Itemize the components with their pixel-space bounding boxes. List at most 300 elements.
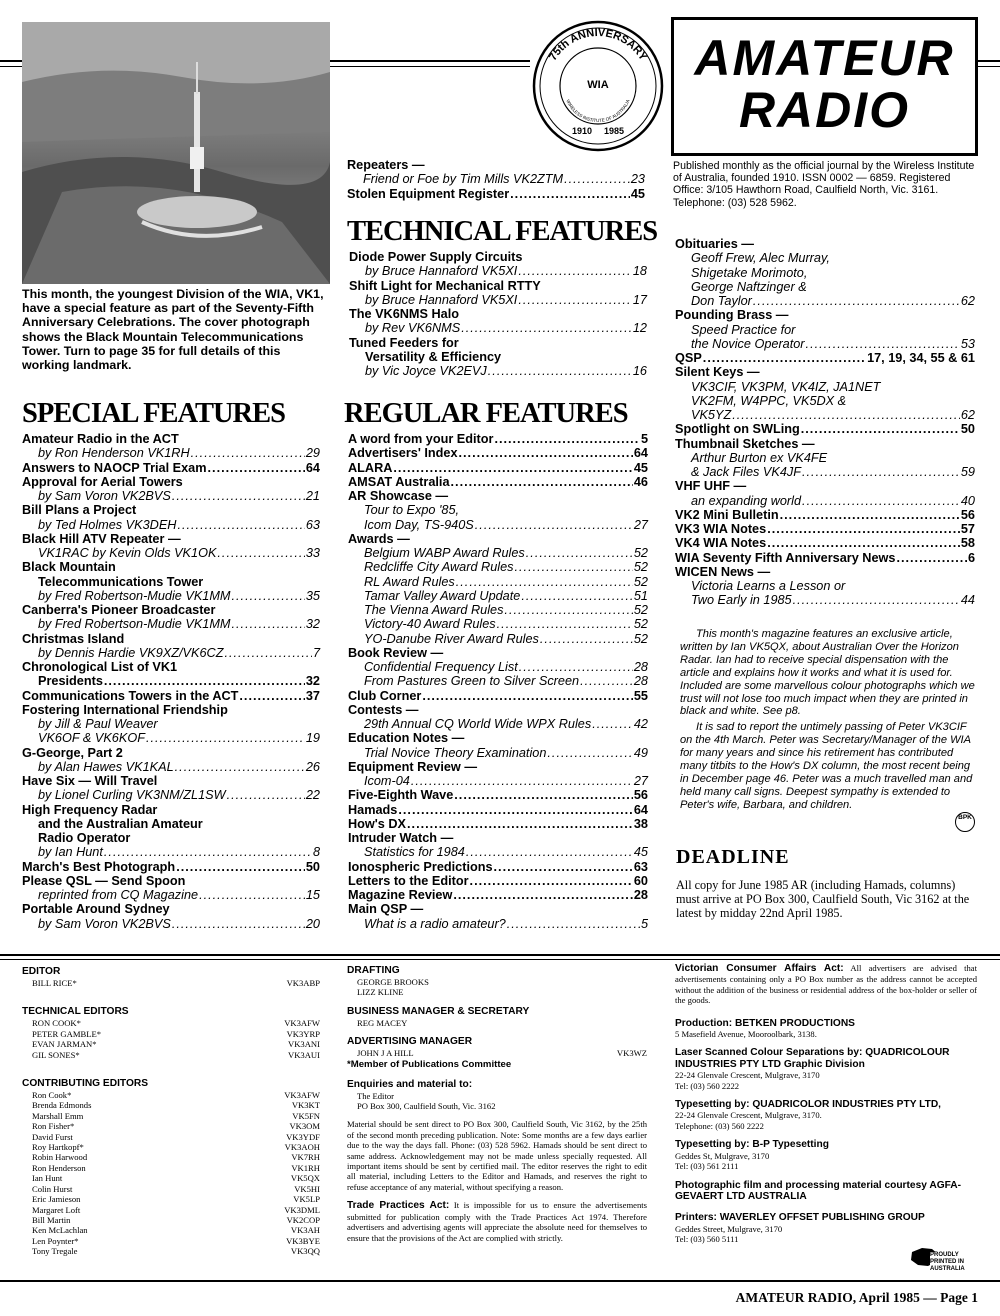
- contents-entry: [349, 321, 647, 335]
- entry-title: Letters to the Editor: [348, 873, 469, 888]
- contents-entry: [22, 660, 320, 674]
- entry-page: 55: [633, 688, 648, 703]
- entry-title: Diode Power Supply Circuits: [349, 250, 523, 264]
- entry-title: ALARA: [348, 460, 393, 475]
- entry-page: 53: [960, 336, 975, 351]
- contents-entry: [675, 280, 975, 294]
- staff-row: [22, 1215, 320, 1225]
- entry-page: 20: [305, 916, 320, 931]
- entry-page: 52: [633, 574, 648, 589]
- entry-title: Five-Eighth Wave: [348, 788, 454, 803]
- contents-entry: [22, 845, 320, 859]
- dot-leader: [176, 860, 305, 874]
- contents-entry: [22, 617, 320, 631]
- contents-entry: [348, 746, 648, 760]
- contents-entry: [348, 617, 648, 631]
- dot-leader: [466, 845, 633, 859]
- entry-title: Tour to Expo '85,: [364, 503, 460, 518]
- staff-callsign: VK5HI: [294, 1183, 320, 1194]
- cover-caption: This month, the youngest Division of the WIA, VK1, have a special feature as part of the Seventy-Fifth Anniversary Celebrations. The cover photograph shows the Black Mountain Telecommunications Tower. Turn to page 35 for full details of this working landmark.: [22, 287, 324, 373]
- entry-title: & Jack Files VK4JF: [691, 465, 801, 479]
- entry-title: Book Review —: [348, 645, 444, 660]
- drafting-heading: DRAFTING: [347, 965, 400, 976]
- dot-leader: [146, 731, 305, 745]
- dot-leader: [191, 446, 305, 460]
- contents-entry: [22, 489, 320, 503]
- dot-leader: [411, 774, 633, 788]
- contents-entry: [22, 902, 320, 916]
- dot-leader: [393, 461, 632, 475]
- entry-title: Icom Day, TS-940S: [364, 517, 474, 532]
- dot-leader: [732, 408, 960, 422]
- contents-entry: [348, 603, 648, 617]
- entry-title: Icom-04: [364, 774, 410, 788]
- staff-name: RON COOK*: [32, 1018, 81, 1029]
- rule-top-right: [978, 66, 1000, 67]
- entry-page: 52: [633, 631, 648, 646]
- consumer-affairs: [675, 963, 977, 1006]
- entry-title: Versatility & Efficiency: [365, 349, 502, 364]
- entry-title: Communications Towers in the ACT: [22, 688, 239, 703]
- staff-name: Brenda Edmonds: [32, 1100, 92, 1111]
- business-heading: BUSINESS MANAGER & SECRETARY: [347, 1005, 530, 1017]
- entry-title: Tuned Feeders for: [349, 335, 459, 350]
- entry-title: Belgium WABP Award Rules: [364, 546, 525, 560]
- entry-title: Please QSL — Send Spoon: [22, 873, 186, 888]
- entry-title: reprinted from CQ Magazine: [38, 888, 199, 902]
- drafting-name-1: GEORGE BROOKS: [357, 977, 429, 987]
- entry-title: Victory-40 Award Rules: [364, 617, 496, 632]
- entry-page: 49: [633, 745, 648, 760]
- contents-entry: [348, 703, 648, 717]
- contents-entry: [22, 831, 320, 845]
- special-features-list: [22, 432, 320, 931]
- entry-page: 8: [312, 845, 320, 860]
- staff-row: [22, 1236, 320, 1246]
- advertising-name: JOHN J A HILL: [357, 1048, 414, 1059]
- dot-leader: [217, 546, 304, 560]
- contents-entry: [349, 279, 647, 293]
- staff-name: PETER GAMBLE*: [32, 1028, 101, 1039]
- contents-entry: [675, 266, 975, 280]
- entry-title: From Pastures Green to Silver Screen: [364, 674, 580, 689]
- contributing-editors-heading: CONTRIBUTING EDITORS: [22, 1078, 149, 1090]
- contents-entry: [675, 422, 975, 436]
- advertising-row: [347, 1048, 647, 1058]
- contents-entry: [675, 237, 975, 251]
- contents-entry: [675, 508, 975, 522]
- contents-entry: [349, 350, 647, 364]
- contents-entry: [22, 703, 320, 717]
- contents-entry: [348, 902, 648, 916]
- staff-name: BILL RICE*: [32, 978, 77, 988]
- anniversary-seal: [528, 16, 668, 156]
- entry-page: 27: [633, 774, 648, 788]
- entry-page: 60: [633, 873, 648, 888]
- page-footer: AMATEUR RADIO, April 1985 — Page 1: [735, 1290, 978, 1305]
- contents-entry: [22, 788, 320, 802]
- contents-entry: [675, 294, 975, 308]
- contents-entry: [348, 788, 648, 802]
- staff-row: [22, 1090, 320, 1100]
- dot-leader: [896, 551, 966, 565]
- staff-callsign: VK3KT: [291, 1100, 320, 1111]
- enquiries-line-2: PO Box 300, Caulfield South, Vic. 3162: [357, 1101, 496, 1112]
- contents-entry: [22, 874, 320, 888]
- entry-title: Confidential Frequency List: [364, 660, 518, 674]
- entry-title: by Sam Voron VK2BVS: [38, 489, 171, 503]
- entry-title: VK6OF & VK6KOF: [38, 731, 145, 746]
- dot-leader: [521, 589, 633, 603]
- entry-title: Fostering International Friendship: [22, 702, 228, 717]
- dot-leader: [453, 888, 633, 902]
- entry-title: Main QSP —: [348, 902, 424, 917]
- contents-entry: [22, 746, 320, 760]
- entry-title: Pounding Brass —: [675, 308, 789, 323]
- bp-line-2: Tel: (03) 561 2111: [675, 1161, 739, 1172]
- contents-entry: [22, 646, 320, 660]
- staff-callsign: VK3AOH: [284, 1142, 320, 1153]
- bp-line-1: Geddes St, Mulgrave, 3170: [675, 1150, 770, 1161]
- dot-leader: [227, 788, 305, 802]
- dot-leader: [232, 589, 305, 603]
- dot-leader: [515, 560, 633, 574]
- contents-entry: [348, 731, 648, 745]
- drafting-name-2: LIZZ KLINE: [357, 987, 404, 998]
- note-radar: This month's magazine features an exclusive article, written by Ian VK5QX, about Australian Over the Horizon Radar. Ian had to receive special dispensation with the article and explains how it works and what it is used for. Included are some marvellous colour photographs which we trust will not lose too much impact when they are printed in black and white. See p8.: [680, 628, 975, 718]
- staff-name: Robin Harwood: [32, 1152, 88, 1163]
- bp-heading: Typesetting by: B-P Typesetting: [675, 1139, 829, 1151]
- entry-page: 51: [633, 588, 648, 603]
- rule-top-mid: [330, 60, 530, 62]
- contents-entry: [22, 860, 320, 874]
- entry-title: Repeaters —: [347, 158, 425, 172]
- rule-top-mid: [330, 66, 530, 67]
- contents-entry: [348, 674, 648, 688]
- dot-leader: [459, 446, 633, 460]
- contents-entry: [348, 845, 648, 859]
- entry-page: 32: [305, 617, 320, 632]
- entry-title: Ionospheric Predictions: [348, 859, 493, 874]
- section-title-special: SPECIAL FEATURES: [22, 398, 286, 429]
- contents-entry: [348, 917, 648, 931]
- dot-leader: [510, 187, 630, 201]
- staff-row: [22, 1184, 320, 1194]
- entry-page: 17, 19, 34, 55 & 61: [867, 351, 975, 365]
- entry-title: Thumbnail Sketches —: [675, 436, 815, 451]
- entry-page: 62: [960, 294, 975, 308]
- contents-entry: [22, 689, 320, 703]
- staff-callsign: VK3ANI: [288, 1039, 320, 1050]
- staff-name: Ian Hunt: [32, 1173, 63, 1184]
- contents-entry: [675, 593, 975, 607]
- dot-leader: [507, 917, 640, 931]
- contents-entry: [675, 408, 975, 422]
- seal-top-text: 75th ANNIVERSARY: [546, 26, 650, 63]
- seal-center: WIA: [587, 79, 609, 91]
- dot-leader: [104, 845, 312, 859]
- contents-entry: [675, 437, 975, 451]
- typesetting-heading: Typesetting by: QUADRICOLOR INDUSTRIES PTY LTD,: [675, 1099, 942, 1111]
- entry-page: 45: [630, 186, 645, 201]
- staff-name: David Furst: [32, 1131, 73, 1142]
- staff-callsign: VK3YDF: [286, 1131, 320, 1142]
- entry-title: by Dennis Hardie VK9XZ/VK6CZ: [38, 645, 224, 660]
- contents-entry: [348, 717, 648, 731]
- entry-title: Christmas Island: [22, 631, 125, 646]
- entry-page: 64: [633, 446, 648, 461]
- dot-leader: [461, 321, 632, 335]
- staff-name: Tony Tregale: [32, 1246, 78, 1257]
- contents-entry: [22, 803, 320, 817]
- contents-entry: [348, 546, 648, 560]
- entry-title: Silent Keys —: [675, 365, 760, 380]
- dot-leader: [703, 351, 866, 365]
- contents-entry: [22, 546, 320, 560]
- entry-title: VK2 Mini Bulletin: [675, 507, 779, 522]
- contents-entry: [22, 603, 320, 617]
- dot-leader: [547, 746, 632, 760]
- contents-entry: [348, 632, 648, 646]
- dot-leader: [454, 788, 633, 802]
- laser-heading: Laser Scanned Colour Separations by: QUADRICOLOUR INDUSTRIES PTY LTD Graphic Division: [675, 1047, 950, 1070]
- entry-page: 64: [633, 802, 648, 817]
- top-middle-list: [347, 158, 645, 201]
- printers-line-1: Geddes Street, Mulgrave, 3170: [675, 1223, 783, 1234]
- entry-title: Telecommunications Tower: [38, 574, 204, 589]
- entry-title: Intruder Watch —: [348, 831, 454, 845]
- entry-page: 52: [633, 560, 648, 575]
- contents-entry: [348, 831, 648, 845]
- rule-top-left: [0, 60, 22, 62]
- advertising-call: VK3WZ: [616, 1048, 647, 1059]
- entry-title: Education Notes —: [348, 731, 465, 746]
- staff-row: [22, 1142, 320, 1152]
- entry-title: Advertisers' Index: [348, 446, 458, 461]
- staff-name: Ron Henderson: [32, 1162, 86, 1173]
- staff-name: GIL SONES*: [32, 1049, 80, 1060]
- printed-in-australia-logo: [908, 1246, 968, 1272]
- contents-entry: [22, 674, 320, 688]
- staff-name: Roy Hartkopf*: [32, 1142, 84, 1153]
- entry-title: Obituaries —: [675, 237, 754, 251]
- rule-staff: [0, 959, 1000, 960]
- contents-entry: [22, 560, 320, 574]
- entry-title: Contests —: [348, 702, 419, 717]
- contents-entry: [22, 760, 320, 774]
- staff-name: Bill Martin: [32, 1214, 71, 1225]
- dot-leader: [518, 293, 632, 307]
- entry-title: Chronological List of VK1: [22, 660, 178, 674]
- staff-row: [22, 1111, 320, 1121]
- staff-name: Margaret Loft: [32, 1204, 81, 1215]
- right-features-list: [675, 237, 975, 608]
- staff-row: [22, 1194, 320, 1204]
- entry-page: 64: [305, 460, 320, 475]
- entry-page: 57: [960, 522, 975, 536]
- dot-leader: [540, 632, 633, 646]
- staff-row: [22, 1205, 320, 1215]
- entry-page: 63: [305, 517, 320, 532]
- contents-entry: [22, 475, 320, 489]
- section-title-technical: TECHNICAL FEATURES: [347, 216, 658, 247]
- staff-name: Ken McLachlan: [32, 1225, 88, 1236]
- contents-entry: [675, 365, 975, 379]
- production-heading: Production: BETKEN PRODUCTIONS: [675, 1017, 855, 1029]
- entry-title: The Vienna Award Rules: [364, 603, 504, 617]
- staff-name: Colin Hurst: [32, 1183, 73, 1194]
- dot-leader: [580, 674, 633, 688]
- dot-leader: [518, 264, 632, 278]
- deadline-title: DEADLINE: [676, 846, 790, 868]
- staff-callsign: VK3BYE: [286, 1235, 320, 1246]
- entry-title: Black Mountain: [22, 560, 116, 575]
- entry-title: by Fred Robertson-Mudie VK1MM: [38, 588, 231, 603]
- entry-page: 35: [305, 588, 320, 603]
- consumer-affairs-text: All advertisers are advised that advertisements containing only a PO Box number as the address cannot be accepted without the addition of the business or residential address of the box-holder or seller of the goods.: [675, 963, 977, 1006]
- contents-entry: [675, 551, 975, 565]
- contents-entry: [22, 532, 320, 546]
- entry-title: VK3 WIA Notes: [675, 522, 767, 536]
- staff-column-2: [347, 965, 647, 1243]
- contents-entry: [675, 451, 975, 465]
- printers-heading: Printers: WAVERLEY OFFSET PUBLISHING GROUP: [675, 1212, 925, 1224]
- trade-practices-heading: Trade Practices Act:: [347, 1200, 450, 1212]
- entry-title: Have Six — Will Travel: [22, 774, 158, 788]
- contents-entry: [348, 689, 648, 703]
- dot-leader: [422, 689, 633, 703]
- rule-footer: [0, 1280, 1000, 1282]
- staff-name: Len Poynter*: [32, 1235, 79, 1246]
- entry-title: QSP: [675, 351, 702, 365]
- dot-leader: [801, 422, 960, 436]
- contents-entry: [675, 465, 975, 479]
- dot-leader: [504, 603, 632, 617]
- staff-row: [22, 1152, 320, 1162]
- entry-page: 38: [633, 816, 648, 831]
- contents-entry: [22, 717, 320, 731]
- staff-callsign: VK3ABP: [286, 978, 320, 988]
- dot-leader: [767, 536, 960, 550]
- note-obituary: It is sad to report the untimely passing of Peter VK3CIF on the 4th March. Peter was Secretary/Manager of the WIA for many years and since his retirement has contributed many titbits to the How's DX column, the most recent being in December page 46. Peter was a much travelled man and held many call signs. Deepest sympathy is extended to Peter's wife, Barbara, and children.: [680, 721, 973, 811]
- entry-page: 45: [633, 845, 648, 860]
- contents-entry: [348, 817, 648, 831]
- contents-entry: [348, 589, 648, 603]
- laser-line-2: Tel: (03) 560 2222: [675, 1080, 740, 1091]
- contents-entry: [22, 503, 320, 517]
- contents-entry: [22, 632, 320, 646]
- entry-title: Bill Plans a Project: [22, 503, 137, 518]
- printers-line-2: Tel: (03) 560 5111: [675, 1234, 739, 1245]
- entry-title: Answers to NAOCP Trial Exam: [22, 460, 207, 475]
- entry-title: Shift Light for Mechanical RTTY: [349, 278, 541, 293]
- entry-title: VK2FM, W4PPC, VK5DX &: [691, 393, 847, 408]
- entry-title: George Naftzinger &: [691, 279, 807, 294]
- contents-entry: [22, 446, 320, 460]
- staff-name: EVAN JARMAN*: [32, 1039, 97, 1050]
- dot-leader: [497, 617, 633, 631]
- contents-entry: [675, 351, 975, 365]
- entry-title: Stolen Equipment Register: [347, 186, 510, 201]
- dot-leader: [767, 522, 960, 536]
- staff-callsign: VK5QX: [290, 1173, 320, 1184]
- entry-page: 5: [640, 432, 648, 446]
- entry-page: 63: [633, 859, 648, 874]
- contents-entry: [675, 380, 975, 394]
- staff-row: [22, 1100, 320, 1110]
- dot-leader: [592, 717, 633, 731]
- entry-title: Trial Novice Theory Examination: [364, 745, 547, 760]
- contents-entry: [348, 475, 648, 489]
- entry-page: 19: [305, 731, 320, 746]
- staff-callsign: VK1RH: [291, 1162, 320, 1173]
- contents-entry: [348, 874, 648, 888]
- entry-title: Geoff Frew, Alec Murray,: [691, 251, 830, 266]
- staff-row: [22, 978, 320, 988]
- contents-entry: [348, 774, 648, 788]
- entry-title: by Ted Holmes VK3DEH: [38, 517, 177, 532]
- dot-leader: [398, 803, 633, 817]
- contents-entry: [347, 172, 645, 186]
- staff-name: Ron Cook*: [32, 1090, 72, 1101]
- masthead-line-1: AMATEUR: [694, 30, 955, 86]
- staff-callsign: VK3AFW: [284, 1090, 320, 1101]
- contents-entry: [675, 323, 975, 337]
- contents-entry: [349, 336, 647, 350]
- entry-title: VK4 WIA Notes: [675, 536, 767, 551]
- bpk-mark: BPK: [955, 812, 975, 832]
- contents-entry: [22, 461, 320, 475]
- publication-info: Published monthly as the official journal by the Wireless Institute of Australia, founded 1910. ISSN 0002 — 6859. Registered Office: 3/105 Hawthorn Road, Caulfield North, Vic. 3161. Telephone: (03) 528 5962.: [673, 160, 975, 209]
- publications-committee-note: *Member of Publications Committee: [347, 1058, 512, 1070]
- contents-entry: [347, 187, 645, 201]
- entry-title: Victoria Learns a Lesson or: [691, 579, 846, 593]
- entry-title: Amateur Radio in the ACT: [22, 432, 179, 446]
- entry-title: G-George, Part 2: [22, 745, 123, 760]
- contents-entry: [348, 503, 648, 517]
- entry-page: 16: [632, 364, 647, 378]
- dot-leader: [806, 337, 960, 351]
- contents-entry: [348, 760, 648, 774]
- entry-page: 27: [633, 517, 648, 532]
- entry-page: 50: [960, 422, 975, 437]
- rule-top-right: [978, 60, 1000, 62]
- advertising-heading: ADVERTISING MANAGER: [347, 1036, 473, 1048]
- entry-title: by Jill & Paul Weaver: [38, 717, 158, 731]
- contents-entry: [22, 518, 320, 532]
- staff-column-3: [675, 963, 977, 1245]
- dot-leader: [519, 660, 633, 674]
- entry-title: Approval for Aerial Towers: [22, 474, 183, 489]
- dot-leader: [456, 575, 633, 589]
- staff-callsign: VK3DML: [284, 1204, 320, 1215]
- dot-leader: [470, 874, 633, 888]
- entry-title: and the Australian Amateur: [38, 816, 203, 831]
- entry-page: 52: [633, 546, 648, 560]
- contents-entry: [675, 394, 975, 408]
- staff-row: [22, 1163, 320, 1173]
- contents-entry: [675, 536, 975, 550]
- entry-title: by Bruce Hannaford VK5XI: [365, 264, 518, 279]
- entry-title: Radio Operator: [38, 831, 131, 845]
- cover-photo: [22, 22, 330, 284]
- editor-notes: [680, 628, 976, 815]
- staff-column-1: [22, 966, 320, 1257]
- editor-heading: EDITOR: [22, 966, 61, 977]
- contents-entry: [22, 888, 320, 902]
- contents-entry: [675, 251, 975, 265]
- editor-list: [22, 978, 320, 988]
